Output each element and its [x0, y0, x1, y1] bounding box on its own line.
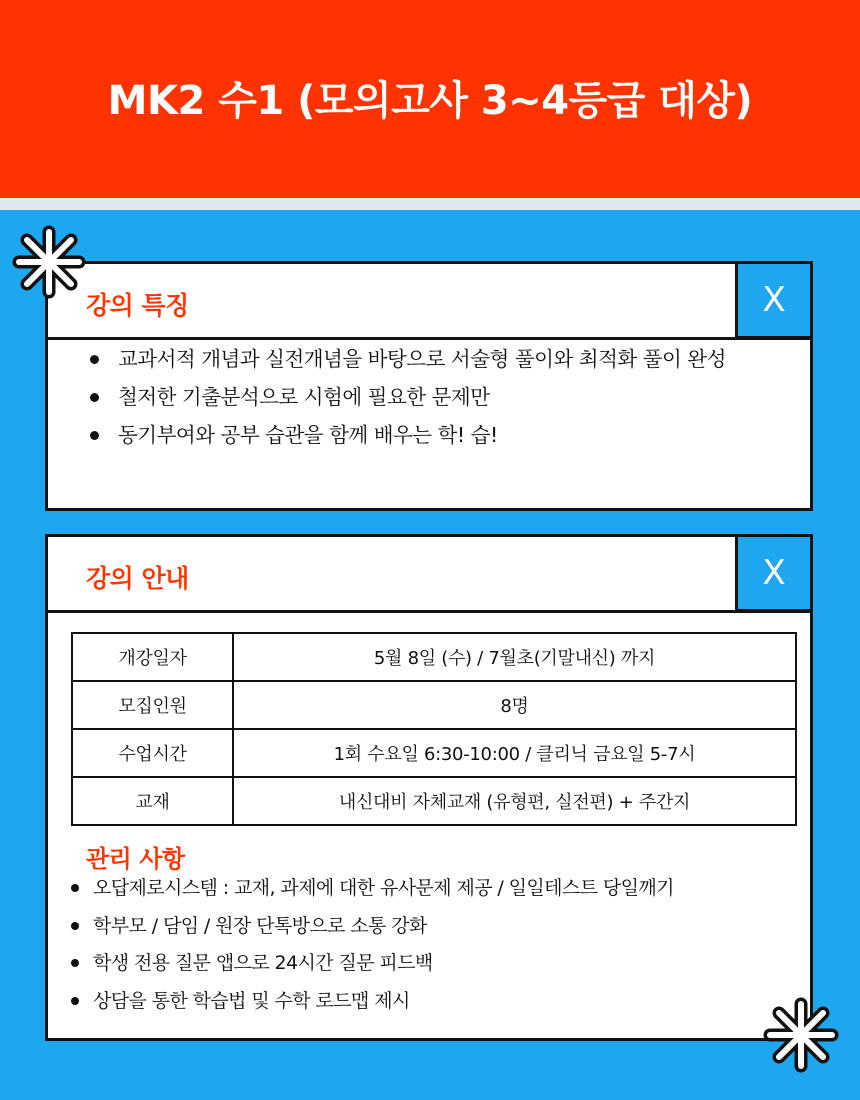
list-item: 교과서적 개념과 실전개념을 바탕으로 서술형 풀이와 최적화 풀이 완성 — [88, 344, 810, 374]
asterisk-burst-icon — [8, 224, 90, 300]
header-divider-strip — [0, 198, 860, 210]
asterisk-burst-icon — [760, 996, 842, 1074]
table-row — [72, 777, 796, 825]
table-row — [72, 633, 796, 681]
list-item: 동기부여와 공부 습관을 함께 배우는 학! 습! — [88, 420, 810, 450]
list-item: 철저한 기출분석으로 시험에 필요한 문제만 — [88, 382, 810, 412]
table-value-cell: 1회 수요일 6:30-10:00 / 클리닉 금요일 5-7시 — [233, 729, 796, 777]
features-close-button[interactable]: X — [735, 261, 813, 339]
table-key-cell: 모집인원 — [72, 681, 233, 729]
table-value-cell: 내신대비 자체교재 (유형편, 실전편) + 주간지 — [233, 777, 796, 825]
features-card — [45, 261, 813, 511]
guide-card — [45, 534, 813, 1041]
features-card-header — [48, 264, 810, 340]
list-item: 학부모 / 담임 / 원장 단톡방으로 소통 강화 — [71, 913, 674, 939]
guide-card-title: 강의 안내 — [86, 564, 189, 593]
header-banner — [0, 0, 860, 198]
table-row — [72, 729, 796, 777]
table-value-cell: 5월 8일 (수) / 7월초(기말내신) 까지 — [233, 633, 796, 681]
list-item: 학생 전용 질문 앱으로 24시간 질문 피드백 — [71, 950, 674, 976]
list-item: 오답제로시스템 : 교재, 과제에 대한 유사문제 제공 / 일일테스트 당일깨기 — [71, 875, 674, 901]
guide-close-button[interactable]: X — [735, 534, 813, 612]
features-card-title: 강의 특징 — [86, 291, 189, 320]
guide-card-header — [48, 537, 810, 613]
table-key-cell: 수업시간 — [72, 729, 233, 777]
table-key-cell: 교재 — [72, 777, 233, 825]
table-row — [72, 681, 796, 729]
page-title: MK2 수1 (모의고사 3~4등급 대상) — [107, 77, 753, 124]
features-list — [48, 340, 810, 450]
management-title: 관리 사항 — [86, 845, 185, 873]
list-item: 상담을 통한 학습법 및 수학 로드맵 제시 — [71, 988, 674, 1014]
table-key-cell: 개강일자 — [72, 633, 233, 681]
course-info-table — [71, 632, 797, 826]
management-list — [71, 875, 674, 1025]
table-value-cell: 8명 — [233, 681, 796, 729]
